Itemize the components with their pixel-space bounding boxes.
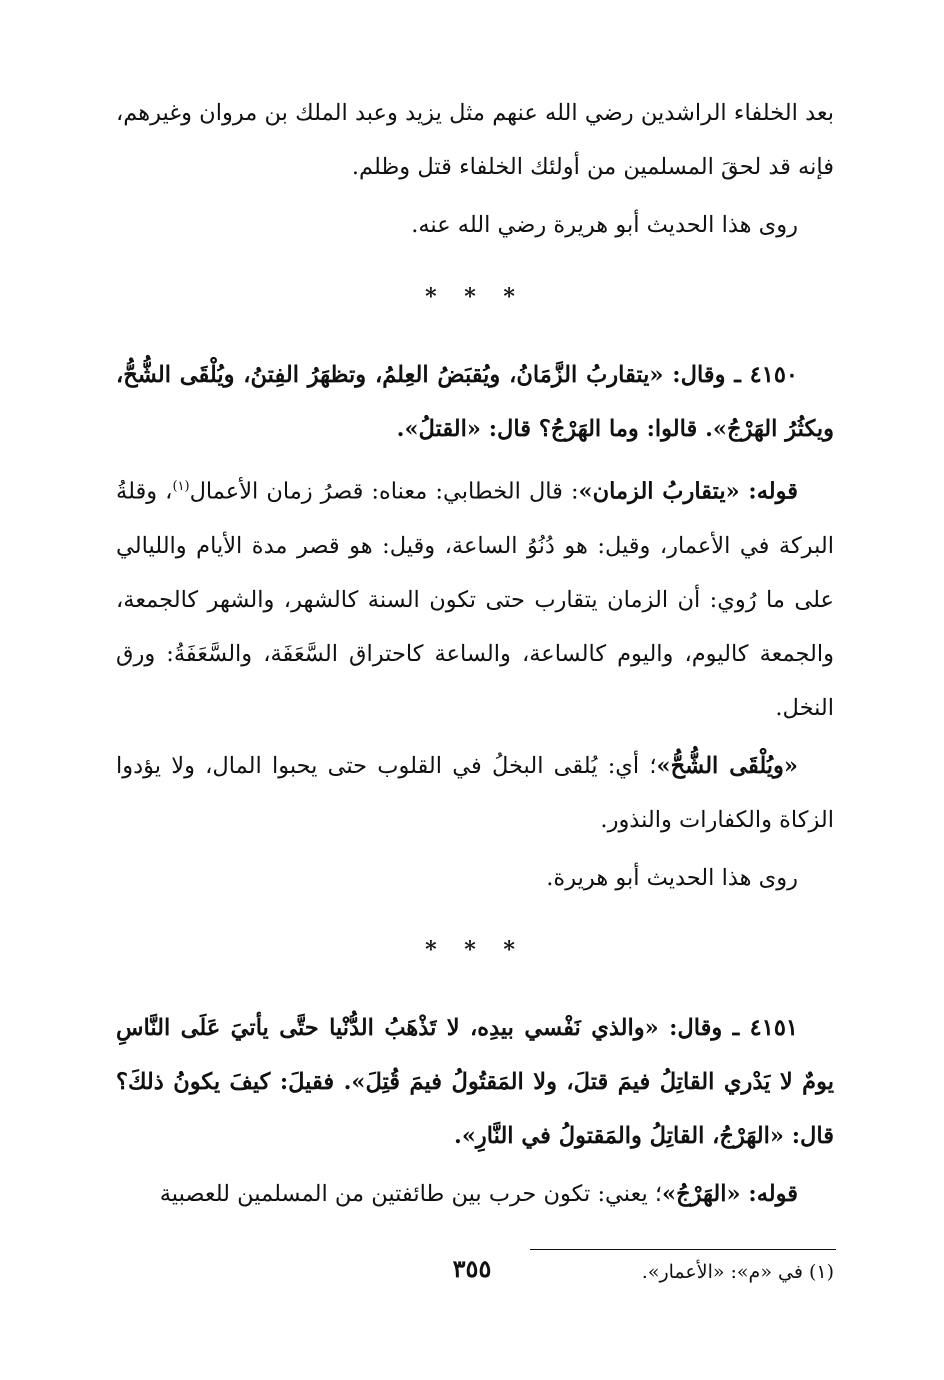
commentary-text: : قال الخطابي: معناه: قصرُ زمان الأعمال [189, 478, 579, 505]
commentary-lead: «ويُلْقَى الشُّحُّ» [656, 752, 798, 779]
commentary-text: ؛ يعني: تكون حرب بين طائفتين من المسلمين للعصبية [159, 1180, 663, 1207]
commentary-lead: قوله: «الهَرْجُ» [662, 1180, 798, 1207]
commentary-paragraph [116, 460, 834, 735]
commentary-text-tail: ، وقلةُ البركة في الأعمار، وقيل: هو دُنُوُ الساعة، وقيل: هو قصر مدة الأيام والليالي على ما رُوي: أن الزمان يتقارب حتى تكون السنة كالشهر، والشهر كالجمعة، والجمعة كاليوم، واليوم كالساعة، والساعة كاحتراق السَّعَفَة، والسَّعَفَةُ: ورق النخل. [116, 478, 834, 721]
commentary-lead: قوله: «يتقاربُ الزمان» [578, 478, 798, 505]
footnote-marker[interactable]: (١) [172, 479, 190, 494]
hadith-4150: ٤١٥٠ ـ وقال: «يتقاربُ الزَّمَانُ، ويُقبَضُ العِلمُ، وتظهَرُ الفِتنُ، ويُلْقَى الشُّحُّ، ويكثُرُ الهَرْجُ». قالوا: وما الهَرْجُ؟ قال: «القتلُ». [116, 362, 834, 442]
narrator-line: روى هذا الحديث أبو هريرة. [546, 864, 798, 891]
page-number: ٣٥٥ [452, 1254, 492, 1283]
narrator-line: روى هذا الحديث أبو هريرة رضي الله عنه. [411, 212, 798, 238]
commentary-paragraph [116, 1167, 834, 1221]
paragraph-continuation: بعد الخلفاء الراشدين رضي الله عنهم مثل يزيد وعبد الملك بن مروان وغيرهم، فإنه قد لحقَ المسلمين من أولئك الخلفاء قتل وظلم. [116, 100, 834, 180]
commentary-paragraph [116, 739, 834, 847]
footnote-divider [530, 1249, 836, 1250]
hadith-4151: ٤١٥١ ـ وقال: «والذي نَفْسي بيدِه، لا تَذْهَبُ الدُّنْيا حتَّى يأتيَ عَلَى النَّاسِ يومٌ لا يَدْري القاتِلُ فيمَ قتلَ، ولا المَقتُولُ فيمَ قُتِلَ». فقيلَ: كيفَ يكونُ ذلكَ؟ قال: «الهَرْجُ، القاتِلُ والمَقتولُ في النَّارِ». [116, 1014, 834, 1149]
section-divider: * * * [425, 284, 525, 310]
section-divider: * * * [425, 936, 525, 963]
footnote: (١) في «م»: «الأعمار». [641, 1260, 834, 1283]
commentary-text: ؛ أي: يُلقى البخلُ في القلوب حتى يحبوا المال، ولا يؤدوا الزكاة والكفارات والنذور. [116, 752, 834, 833]
